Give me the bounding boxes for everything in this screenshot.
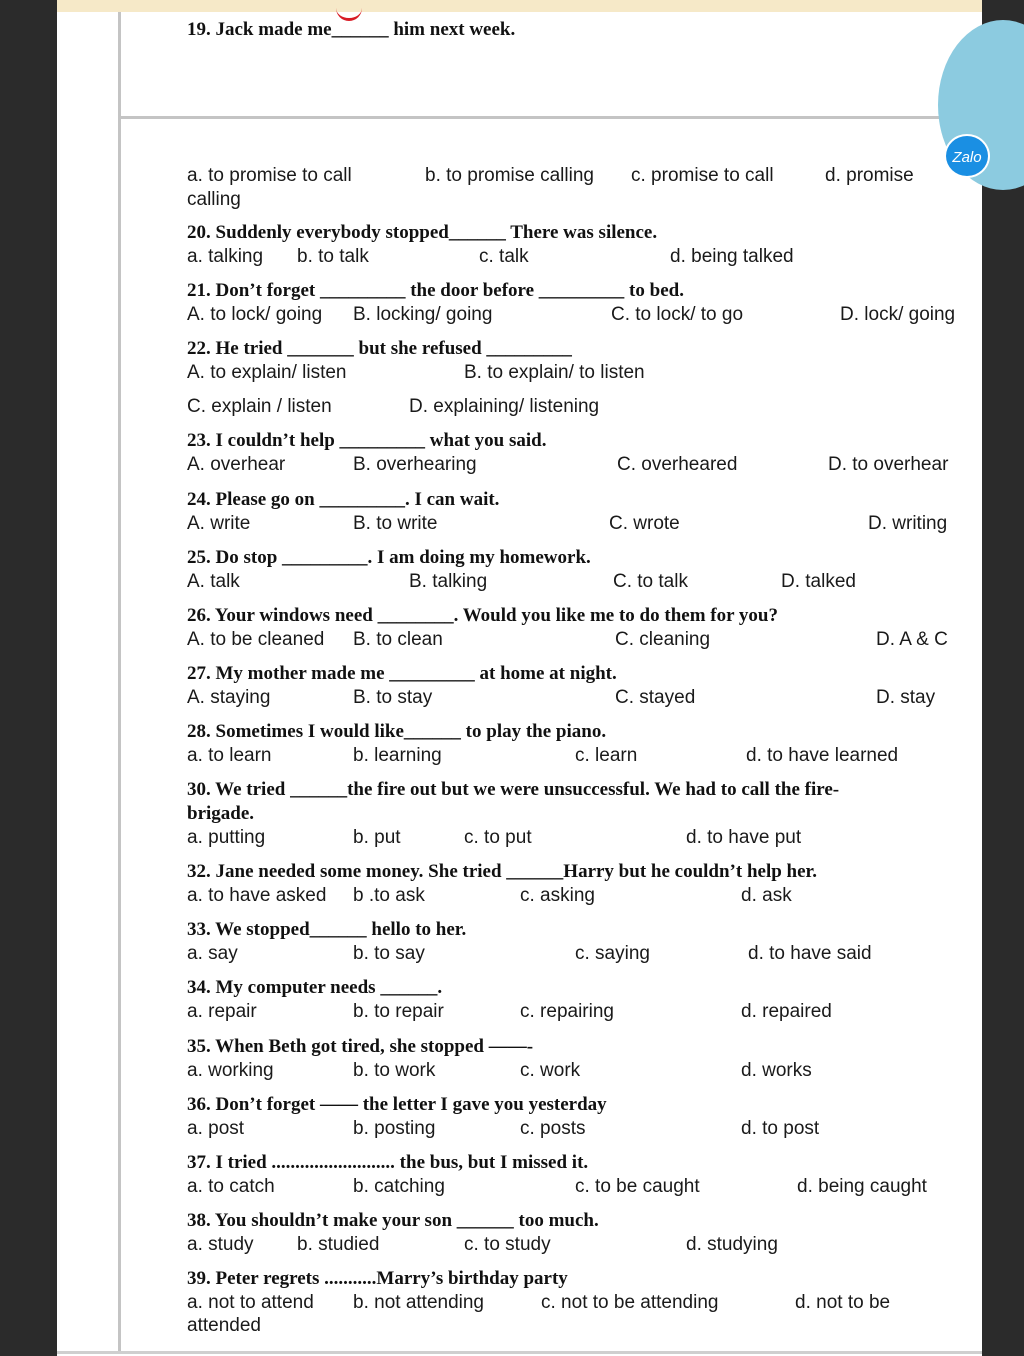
question-39: 39. Peter regrets ...........Marry’s birthday party [187, 1268, 568, 1289]
option-22c[interactable]: C. explain / listen [187, 396, 332, 417]
option-37b[interactable]: b. catching [353, 1176, 445, 1197]
option-35b[interactable]: b. to work [353, 1060, 436, 1081]
option-37d[interactable]: d. being caught [797, 1176, 927, 1197]
question-38: 38. You shouldn’t make your son ______ too much. [187, 1210, 599, 1231]
option-38b[interactable]: b. studied [297, 1234, 380, 1255]
option-24b[interactable]: B. to write [353, 513, 438, 534]
document-horizontal-rule [121, 116, 982, 119]
option-26d[interactable]: D. A & C [876, 629, 948, 650]
option-33b[interactable]: b. to say [353, 943, 425, 964]
option-21c[interactable]: C. to lock/ to go [611, 304, 744, 325]
question-27: 27. My mother made me _________ at home at night. [187, 663, 617, 684]
option-34c[interactable]: c. repairing [520, 1001, 614, 1022]
question-22: 22. He tried _______ but she refused _________ [187, 338, 572, 359]
option-22b[interactable]: B. to explain/ to listen [464, 362, 645, 383]
option-35a[interactable]: a. working [187, 1060, 274, 1081]
top-highlight-strip [57, 0, 982, 12]
question-23: 23. I couldn’t help _________ what you said. [187, 430, 547, 451]
question-30: 30. We tried ______the fire out but we were unsuccessful. We had to call the fire- [187, 779, 840, 800]
question-30-cont: brigade. [187, 803, 255, 824]
option-24a[interactable]: A. write [187, 513, 251, 534]
option-25b[interactable]: B. talking [409, 571, 488, 592]
option-32c[interactable]: c. asking [520, 885, 595, 906]
option-36d[interactable]: d. to post [741, 1118, 820, 1139]
option-21d[interactable]: D. lock/ going [840, 304, 956, 325]
option-33d[interactable]: d. to have said [748, 943, 872, 964]
option-30d[interactable]: d. to have put [686, 827, 802, 848]
question-36: 36. Don’t forget —— the letter I gave you yesterday [187, 1094, 607, 1115]
option-19d-cont[interactable]: calling [187, 189, 241, 210]
option-20b[interactable]: b. to talk [297, 246, 369, 267]
question-20: 20. Suddenly everybody stopped______ There was silence. [187, 222, 658, 243]
option-26c[interactable]: C. cleaning [615, 629, 711, 650]
option-21a[interactable]: A. to lock/ going [187, 304, 323, 325]
option-24c[interactable]: C. wrote [609, 513, 680, 534]
question-21: 21. Don’t forget _________ the door before _________ to bed. [187, 280, 684, 301]
option-32b[interactable]: b .to ask [353, 885, 425, 906]
option-35d[interactable]: d. works [741, 1060, 812, 1081]
option-39a[interactable]: a. not to attend [187, 1292, 314, 1313]
option-22d[interactable]: D. explaining/ listening [409, 396, 600, 417]
option-30b[interactable]: b. put [353, 827, 401, 848]
option-39b[interactable]: b. not attending [353, 1292, 484, 1313]
option-20c[interactable]: c. talk [479, 246, 529, 267]
option-30c[interactable]: c. to put [464, 827, 532, 848]
option-27d[interactable]: D. stay [876, 687, 936, 708]
option-23c[interactable]: C. overheared [617, 454, 738, 475]
option-28d[interactable]: d. to have learned [746, 745, 899, 766]
question-34: 34. My computer needs ______. [187, 977, 443, 998]
option-28c[interactable]: c. learn [575, 745, 638, 766]
option-37c[interactable]: c. to be caught [575, 1176, 700, 1197]
option-25a[interactable]: A. talk [187, 571, 240, 592]
question-33: 33. We stopped______ hello to her. [187, 919, 467, 940]
question-32: 32. Jane needed some money. She tried ______Harry but he couldn’t help her. [187, 861, 817, 882]
option-24d[interactable]: D. writing [868, 513, 948, 534]
option-19a[interactable]: a. to promise to call [187, 165, 352, 186]
option-39d[interactable]: d. not to be [795, 1292, 891, 1313]
option-23d[interactable]: D. to overhear [828, 454, 949, 475]
option-20d[interactable]: d. being talked [670, 246, 794, 267]
option-34b[interactable]: b. to repair [353, 1001, 444, 1022]
option-33c[interactable]: c. saying [575, 943, 650, 964]
question-26: 26. Your windows need ________. Would you like me to do them for you? [187, 605, 779, 626]
question-25: 25. Do stop _________. I am doing my homework. [187, 547, 591, 568]
option-25c[interactable]: C. to talk [613, 571, 688, 592]
option-23b[interactable]: B. overhearing [353, 454, 477, 475]
right-dark-margin [982, 0, 1024, 1356]
document-left-rule [118, 12, 121, 1352]
option-34d[interactable]: d. repaired [741, 1001, 832, 1022]
left-dark-margin [0, 0, 57, 1356]
option-27c[interactable]: C. stayed [615, 687, 696, 708]
option-37a[interactable]: a. to catch [187, 1176, 275, 1197]
option-34a[interactable]: a. repair [187, 1001, 257, 1022]
option-32d[interactable]: d. ask [741, 885, 792, 906]
option-36b[interactable]: b. posting [353, 1118, 436, 1139]
option-20a[interactable]: a. talking [187, 246, 264, 267]
option-39d-cont[interactable]: attended [187, 1315, 261, 1336]
option-21b[interactable]: B. locking/ going [353, 304, 493, 325]
zalo-chat-icon[interactable]: Zalo [944, 134, 990, 178]
question-24: 24. Please go on _________. I can wait. [187, 489, 500, 510]
option-27b[interactable]: B. to stay [353, 687, 433, 708]
option-36c[interactable]: c. posts [520, 1118, 586, 1139]
question-28: 28. Sometimes I would like______ to play the piano. [187, 721, 607, 742]
option-38d[interactable]: d. studying [686, 1234, 778, 1255]
option-19d[interactable]: d. promise [825, 165, 914, 186]
option-39c[interactable]: c. not to be attending [541, 1292, 719, 1313]
option-27a[interactable]: A. staying [187, 687, 271, 708]
option-38a[interactable]: a. study [187, 1234, 254, 1255]
option-26b[interactable]: B. to clean [353, 629, 443, 650]
option-28b[interactable]: b. learning [353, 745, 442, 766]
option-33a[interactable]: a. say [187, 943, 238, 964]
option-25d[interactable]: D. talked [781, 571, 856, 592]
option-26a[interactable]: A. to be cleaned [187, 629, 325, 650]
question-37: 37. I tried .......................... the bus, but I missed it. [187, 1152, 589, 1173]
option-35c[interactable]: c. work [520, 1060, 581, 1081]
option-22a[interactable]: A. to explain/ listen [187, 362, 347, 383]
option-19c[interactable]: c. promise to call [631, 165, 774, 186]
question-35: 35. When Beth got tired, she stopped ——- [187, 1036, 534, 1057]
question-19: 19. Jack made me______ him next week. [187, 19, 516, 40]
option-28a[interactable]: a. to learn [187, 745, 272, 766]
option-19b[interactable]: b. to promise calling [425, 165, 594, 186]
option-32a[interactable]: a. to have asked [187, 885, 327, 906]
document-bottom-rule [57, 1351, 982, 1354]
option-36a[interactable]: a. post [187, 1118, 245, 1139]
option-30a[interactable]: a. putting [187, 827, 266, 848]
option-23a[interactable]: A. overhear [187, 454, 286, 475]
option-38c[interactable]: c. to study [464, 1234, 551, 1255]
